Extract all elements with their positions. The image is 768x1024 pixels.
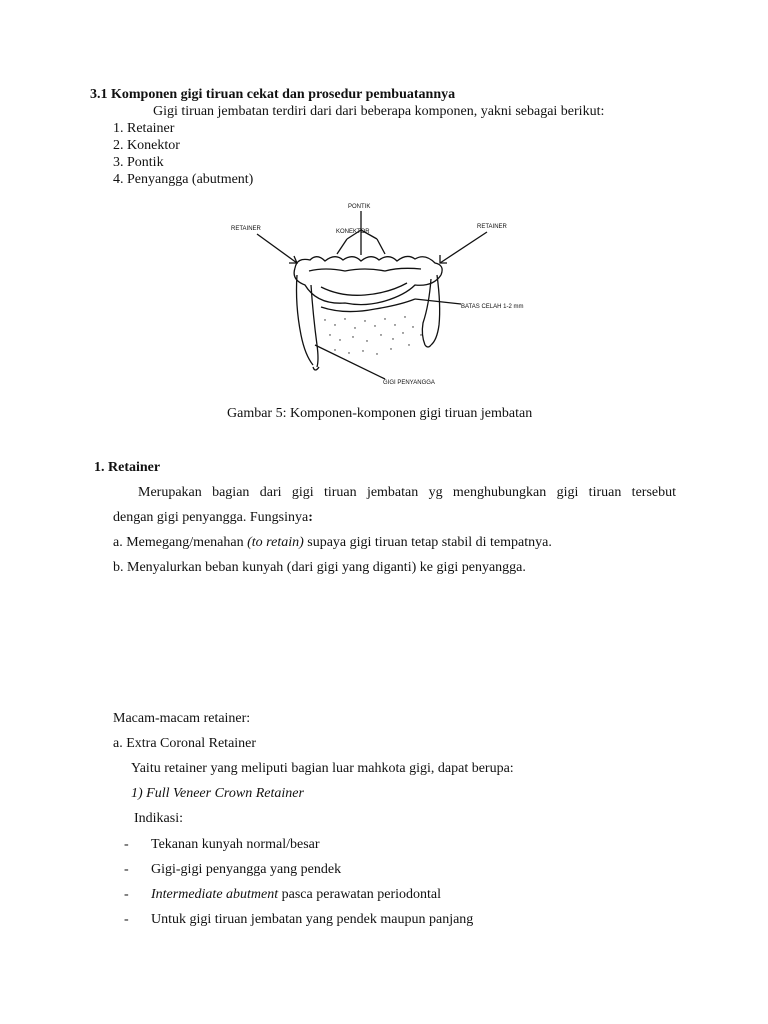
figure-caption: Gambar 5: Komponen-komponen gigi tiruan jembatan — [227, 406, 533, 421]
retainer-paragraph-line2 — [113, 510, 313, 526]
label-gigi-penyangga: GIGI PENYANGGA — [383, 380, 435, 386]
label-batas-celah: BATAS CELAH 1-2 mm — [461, 304, 524, 310]
bullet-marker: - — [124, 887, 129, 902]
retainer-heading: 1. Retainer — [94, 460, 161, 475]
indikasi-item-3 — [151, 887, 441, 903]
component-item-4: 4. Penyangga (abutment) — [113, 172, 254, 187]
types-sub1-title: 1) Full Veneer Crown Retainer — [131, 786, 304, 801]
component-item-1: 1. Retainer — [113, 121, 175, 136]
indikasi-item-4: Untuk gigi tiruan jembatan yang pendek maupun panjang — [151, 912, 474, 927]
section-heading: 3.1 Komponen gigi tiruan cekat dan prosedur pembuatannya — [90, 87, 456, 102]
component-item-3: 3. Pontik — [113, 155, 164, 170]
retainer-paragraph-text: dengan gigi penyangga. Fungsinya — [113, 510, 309, 525]
bridge-drawing — [257, 211, 487, 379]
retainer-function-b: b. Menyalurkan beban kunyah (dari gigi yang diganti) ke gigi penyangga. — [113, 560, 526, 575]
ridge-stipple — [324, 316, 421, 354]
component-item-2: 2. Konektor — [113, 138, 180, 153]
label-konektor: KONEKTOR — [336, 229, 370, 235]
bridge-diagram — [225, 195, 585, 395]
retainer-function-a — [113, 535, 552, 551]
bullet-marker: - — [124, 862, 129, 877]
function-a-prefix: a. Memegang/menahan — [113, 535, 248, 550]
intro-text: Gigi tiruan jembatan terdiri dari dari beberapa komponen, yakni sebagai berikut: — [153, 104, 605, 119]
types-a-title: a. Extra Coronal Retainer — [113, 736, 257, 751]
function-a-suffix: supaya gigi tiruan tetap stabil di tempatnya. — [303, 535, 552, 550]
label-pontik: PONTIK — [348, 204, 371, 210]
label-retainer-left: RETAINER — [231, 226, 261, 232]
bullet-marker: - — [124, 837, 129, 852]
types-title: Macam-macam retainer: — [113, 711, 251, 726]
function-a-italic: (to retain) — [247, 535, 304, 550]
retainer-paragraph-colon: : — [308, 510, 313, 525]
indikasi-item-3-italic: Intermediate abutment — [151, 887, 279, 902]
indikasi-item-2: Gigi-gigi penyangga yang pendek — [151, 862, 342, 877]
retainer-paragraph-line1: Merupakan bagian dari gigi tiruan jembatan yg menghubungkan gigi tiruan tersebut — [138, 485, 676, 500]
types-a-description: Yaitu retainer yang meliputi bagian luar mahkota gigi, dapat berupa: — [131, 761, 514, 776]
indikasi-item-1: Tekanan kunyah normal/besar — [151, 837, 320, 852]
indikasi-item-3-text: pasca perawatan periodontal — [278, 887, 442, 902]
bullet-marker: - — [124, 912, 129, 927]
label-retainer-right: RETAINER — [477, 224, 507, 230]
indikasi-label: Indikasi: — [134, 811, 183, 826]
